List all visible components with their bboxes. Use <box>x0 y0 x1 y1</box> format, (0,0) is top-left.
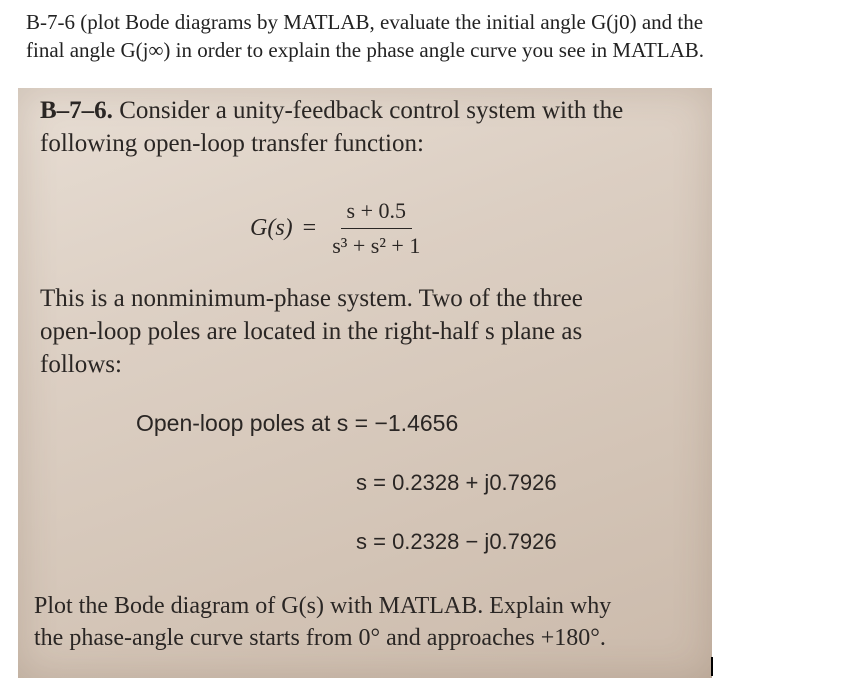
header-line-1: B-7-6 (plot Bode diagrams by MATLAB, evaluate the initial angle G(j0) and the <box>26 10 704 34</box>
text-cursor <box>711 657 713 676</box>
desc-line-3: follows: <box>40 351 122 378</box>
problem-description <box>40 282 700 381</box>
ask-line-1: Plot the Bode diagram of G(s) with MATLAB. Explain why <box>34 593 612 619</box>
textbook-photo <box>18 88 712 678</box>
question-header <box>26 8 826 64</box>
tf-lhs: G(s) <box>250 215 293 241</box>
problem-id: B–7–6. <box>40 97 113 124</box>
intro-line-1: Consider a unity-feedback control system with the <box>119 97 624 124</box>
header-line-2: final angle G(j∞) in order to explain the phase angle curve you see in MATLAB. <box>26 38 705 62</box>
desc-line-2: open-loop poles are located in the right-half s plane as <box>40 318 583 345</box>
tf-fraction <box>326 198 426 259</box>
problem-intro <box>40 94 700 160</box>
tf-equals: = <box>302 215 317 241</box>
transfer-function <box>250 198 426 259</box>
tf-denominator: s³ + s² + 1 <box>332 233 421 258</box>
intro-line-2: following open-loop transfer function: <box>40 130 424 157</box>
pole-3: s = 0.2328 − j0.7926 <box>356 529 557 554</box>
problem-task <box>34 590 710 654</box>
ask-line-2: the phase-angle curve starts from 0° and approaches +180°. <box>34 625 606 651</box>
tf-numerator: s + 0.5 <box>341 198 412 229</box>
pole-1: Open-loop poles at s = −1.4656 <box>136 410 459 436</box>
pole-2: s = 0.2328 + j0.7926 <box>356 470 557 495</box>
desc-line-1: This is a nonminimum-phase system. Two of the three <box>40 285 583 312</box>
